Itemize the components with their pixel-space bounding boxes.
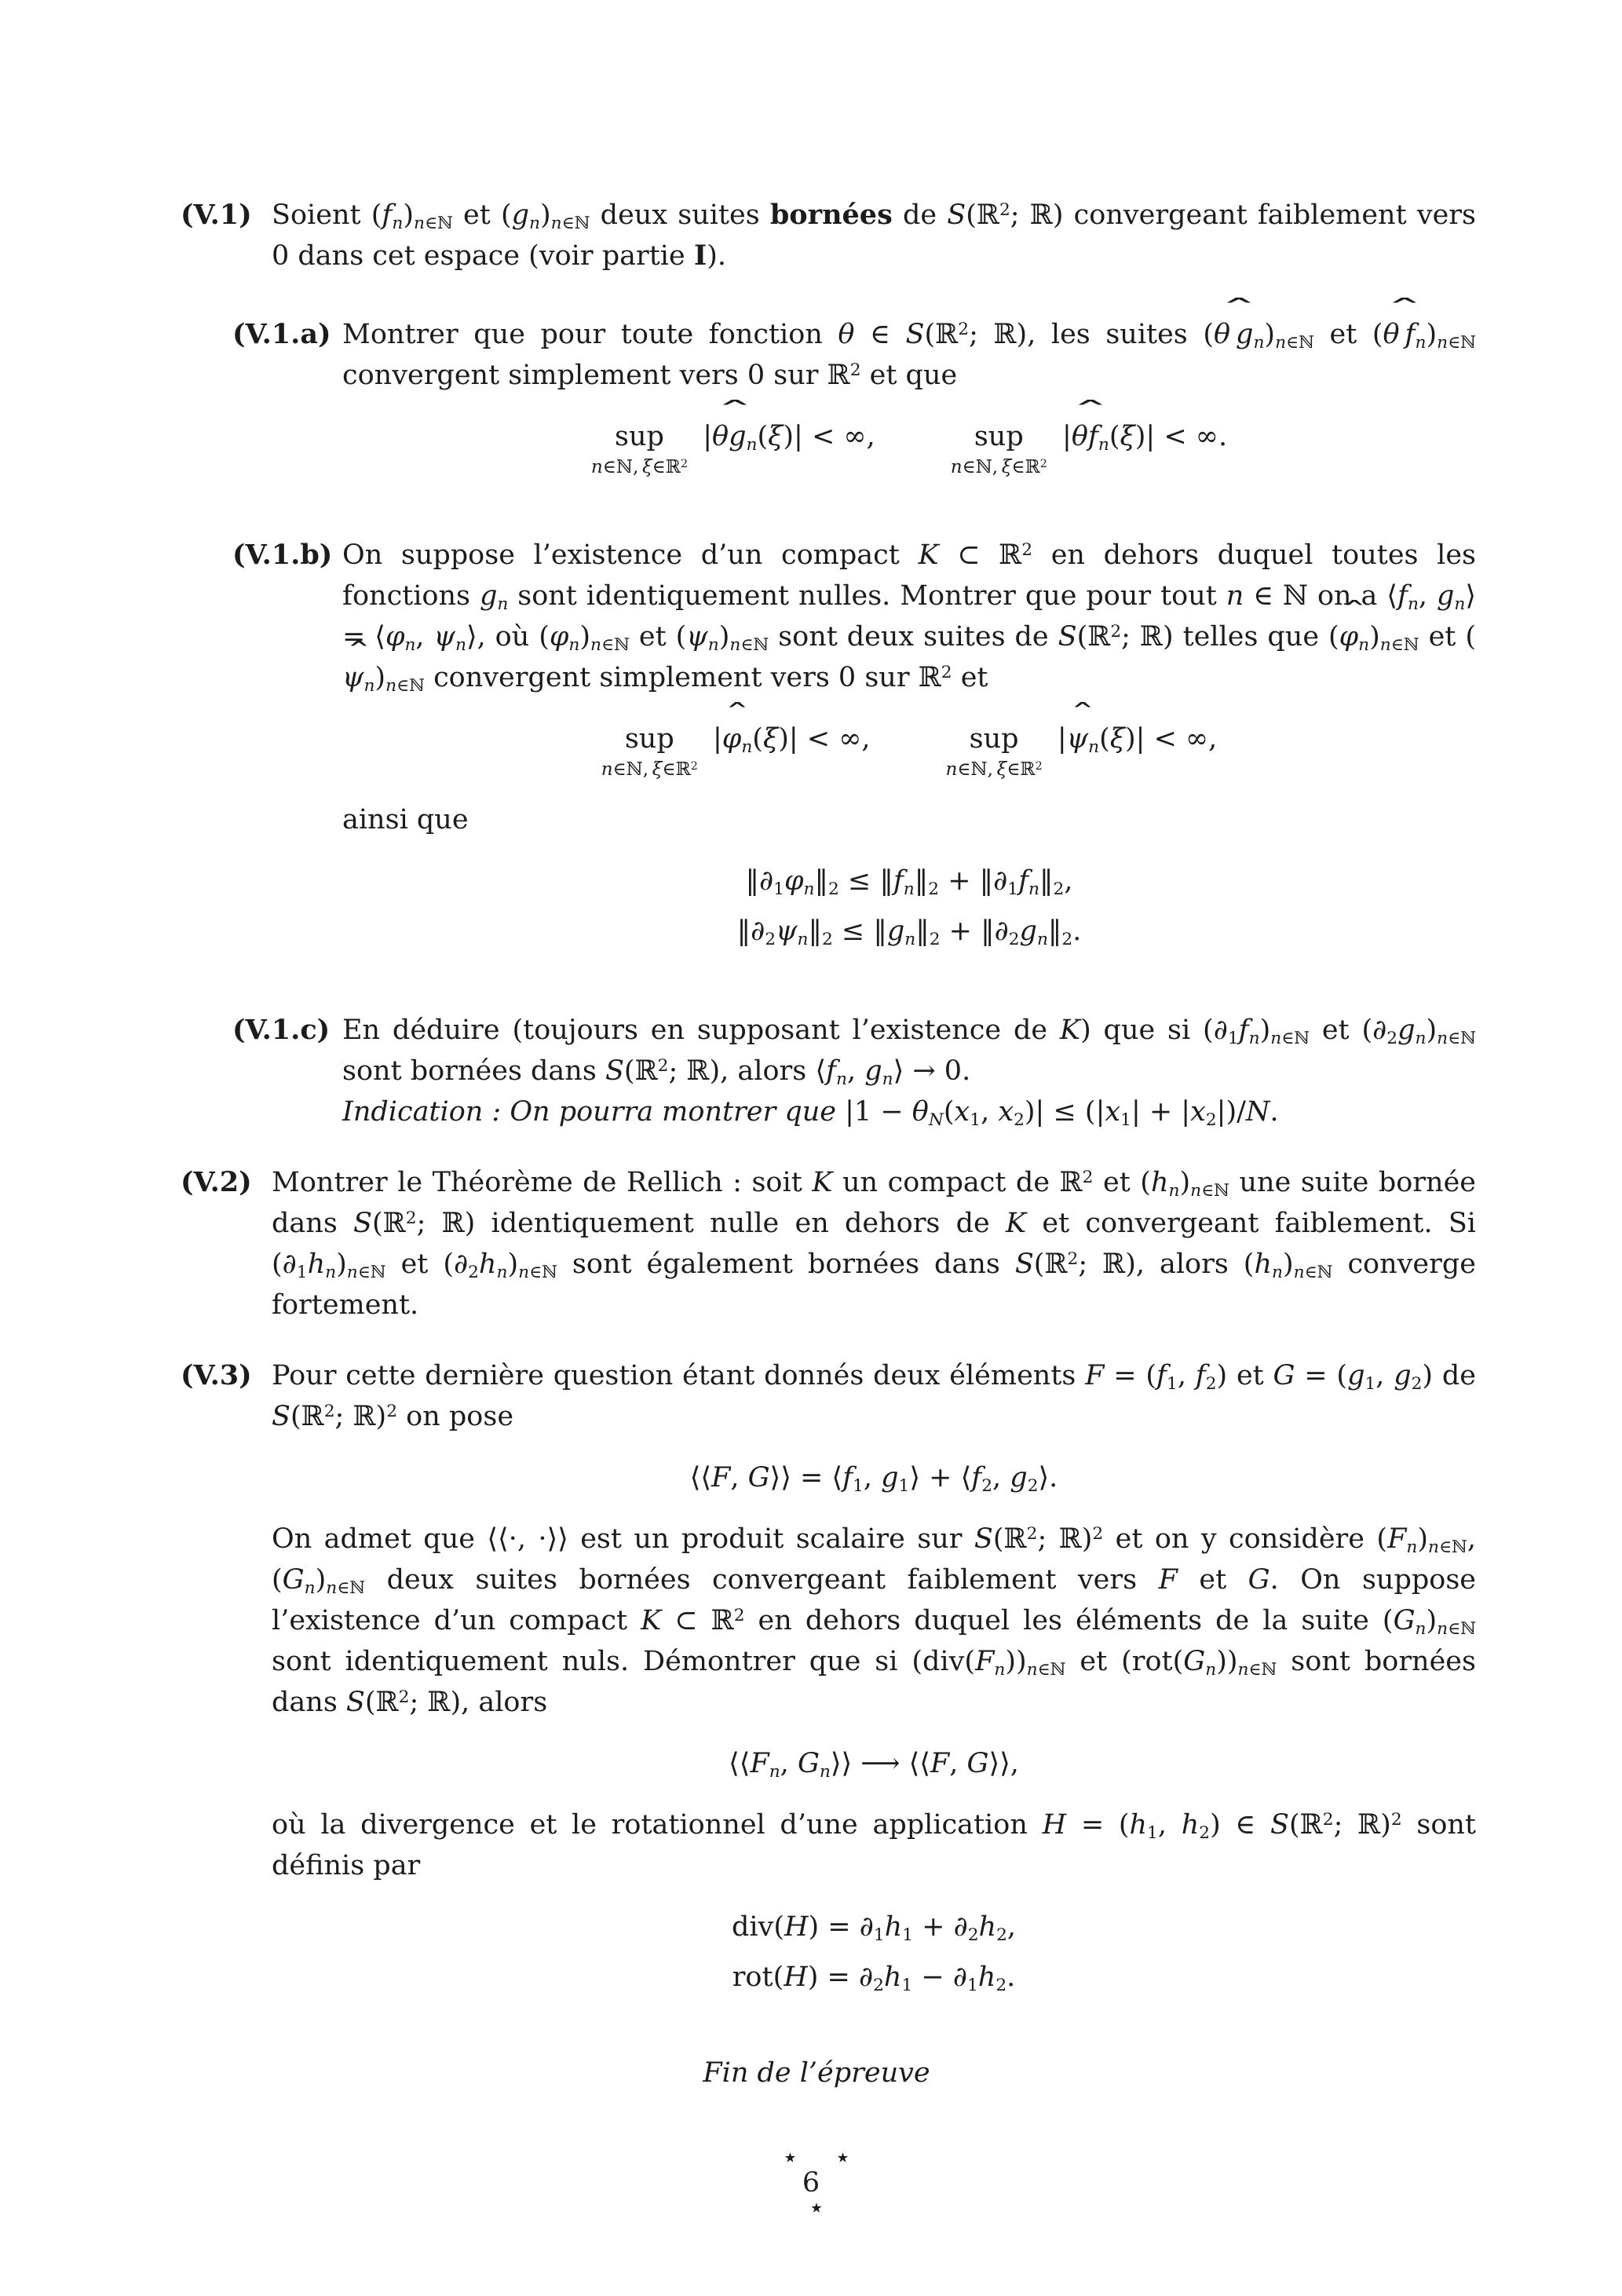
display-equation: ⟨⟨F, G⟩⟩ = $⟨f_1$, $g_1⟩$ + $⟨f_2$, $g_2⟩$. — [689, 1462, 1058, 1497]
equation-line: $‖\partial_2\psi_n‖_2$ ≤ $‖g_n‖_2$ + $‖\partial_2g_n‖_2$. — [736, 916, 1082, 950]
display-equation — [342, 861, 1476, 952]
exam-item — [157, 195, 1476, 276]
page-content — [157, 195, 1476, 2228]
display-equation: $⟨⟨F_n$, $G_n⟩⟩$ ⟶ ⟨⟨F, G⟩⟩, — [729, 1748, 1019, 1782]
equation-line: $div(H) = \partial_1h_1 + \partial_2h_2$, — [731, 1911, 1017, 1946]
exam-items-list — [157, 195, 1476, 2018]
display-equation: sup n∈ℕ, ξ∈ℝ$^2$ $|\theta g_n$ ˆ(ξ)| < ∞, sup n∈ℕ, ξ∈ℝ$^2$ $|\theta f_n$ ˆ(ξ)| < ∞. — [342, 416, 1476, 477]
item-label: (V.2) — [181, 1166, 252, 1199]
fin-de-lepreuve-label: Fin de l’épreuve — [703, 2057, 930, 2089]
equation-line: $‖\partial_1\varphi_n‖_2$ ≤ $‖f_n‖_2$ + $‖\partial_1f_n‖_2$, — [745, 865, 1073, 900]
exam-item — [157, 1355, 1476, 2018]
exam-item — [157, 535, 1476, 972]
paragraph: En déduire (toujours en supposant l’existence de K) que si $(\partial_1f_n)_{n\in ℕ}$ et $(\partial_2g_n)_{n\in ℕ}$ sont bornées dans S(ℝ$^2$; ℝ), alors $⟨f_n$, $g_n⟩ \to 0$. — [342, 1015, 1476, 1090]
paragraph: Indication : On pourra montrer que $|1 - \theta_N(x_1$, $x_2)| \le (|x_1| + |x_2|)/N$. — [342, 1096, 1279, 1131]
item-label: (V.3) — [181, 1359, 252, 1392]
item-content — [342, 535, 1476, 972]
stars-row-top: ⋆ ⋆ — [781, 2142, 852, 2174]
exam-item — [157, 314, 1476, 497]
exam-item — [157, 1162, 1476, 1325]
stars-row-bottom: ⋆ — [808, 2192, 825, 2225]
page-number: 6 — [802, 2167, 820, 2199]
item-label: (V.1.a) — [232, 318, 331, 350]
item-content — [272, 195, 1476, 276]
item-label: (V.1.b) — [232, 539, 333, 572]
equation-line: $rot(H) = \partial_2h_1 - \partial_1h_2$. — [732, 1961, 1016, 1996]
paragraph: Montrer que pour toute fonction θ ∈ S(ℝ$^2$; ℝ), les suites (θ $g_n$ $ˆ)_{n\in ℕ}$ et (θ $f_n$ $ˆ)_{n\in ℕ}$ convergent simplement vers 0 sur ℝ$^2$ et que — [342, 314, 1476, 396]
item-content — [272, 1162, 1476, 1325]
exam-item — [157, 1010, 1476, 1132]
item-label: (V.1.c) — [232, 1014, 331, 1047]
item-content — [272, 1355, 1476, 2018]
paragraph: Pour cette dernière question étant donnés deux éléments $F = (f_1$, $f_2$) et $G = (g_1$, $g_2$) de S(ℝ$^2$; ℝ)$^2$ on pose — [272, 1360, 1476, 1433]
display-equation — [272, 1907, 1476, 1998]
paragraph: On suppose l’existence d’un compact K ⊂ ℝ$^2$ en dehors duquel toutes les fonctions $g_n$ sont identiquement nulles. Montrer que pour tout n ∈ ℕ on a $⟨f_n$, $g_n⟩$ = $⟨\varphi_n$, $\psi_n⟩$, où $(\varphi_n)_{n\in ℕ}$ et $(\psi_n)_{n\in ℕ}$ sont deux suites de S(ℝ$^2$; ℝ) telles que ($\varphi_n$ $ˆ)_{n\in ℕ}$ et ($\psi_n$ $ˆ)_{n\in ℕ}$ convergent simplement vers 0 sur ℝ$^2$ et — [342, 535, 1476, 698]
display-equation: sup n∈ℕ, ξ∈ℝ$^2$ $|\varphi_n$ ˆ(ξ)| < ∞, sup n∈ℕ, ξ∈ℝ$^2$ $|\psi_n$ ˆ(ξ)| < ∞, — [342, 718, 1476, 779]
paragraph: où la divergence et le rotationnel d’une application $H = (h_1$, $h_2$) ∈ S(ℝ$^2$; ℝ)$^2$ sont définis par — [272, 1809, 1477, 1882]
item-content — [342, 314, 1476, 497]
paragraph: Soient $(f_n)_{n\in ℕ}$ et $(g_n)_{n\in ℕ}$ deux suites bornées de S(ℝ$^2$; ℝ) convergeant faiblement vers 0 dans cet espace (voir partie I). — [272, 199, 1477, 272]
paragraph: Montrer le Théorème de Rellich : soit K un compact de ℝ$^2$ et $(h_n)_{n\in ℕ}$ une suite bornée dans S(ℝ$^2$; ℝ) identiquement nulle en dehors de K et convergeant faiblement. Si $(\partial_1h_n)_{n\in ℕ}$ et $(\partial_2h_n)_{n\in ℕ}$ sont également bornées dans S(ℝ$^2$; ℝ), alors $(h_n)_{n\in ℕ}$ converge fortement. — [272, 1167, 1477, 1322]
item-label: (V.1) — [181, 199, 252, 231]
paragraph: On admet que ⟨⟨·, ·⟩⟩ est un produit scalaire sur S(ℝ$^2$; ℝ)$^2$ et on y considère $(F_n)_{n\in ℕ}$, $(G_n)_{n\in ℕ}$ deux suites bornées convergeant faiblement vers F et G. On suppose l’existence d’un compact K ⊂ ℝ$^2$ en dehors duquel les éléments de la suite $(G_n)_{n\in ℕ}$ sont identiquement nuls. Démontrer que si $(div(F_n))_{n\in ℕ}$ et $(rot(G_n))_{n\in ℕ}$ sont bornées dans S(ℝ$^2$; ℝ), alors — [272, 1523, 1477, 1719]
paragraph: ainsi que — [342, 804, 469, 836]
item-content — [342, 1010, 1476, 1132]
